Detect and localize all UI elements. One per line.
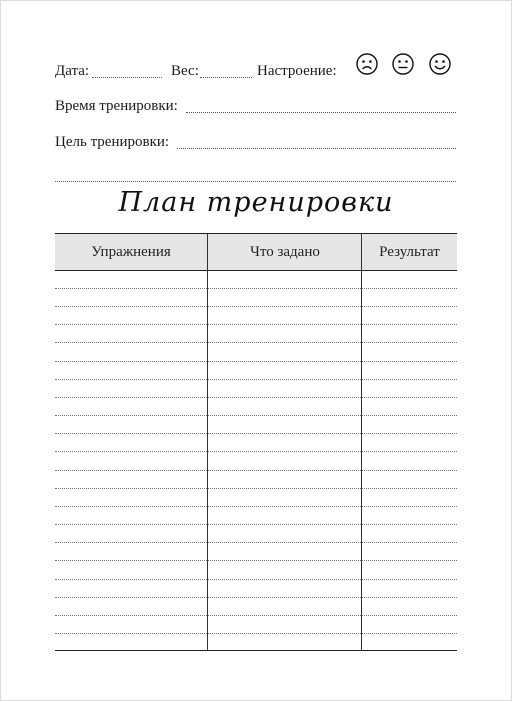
page-title: План тренировки — [118, 187, 394, 218]
column-divider — [361, 233, 362, 651]
table-row[interactable] — [55, 306, 457, 307]
table-row[interactable] — [55, 361, 457, 362]
table-row[interactable] — [55, 324, 457, 325]
table-row[interactable] — [55, 451, 457, 452]
workout-goal-field[interactable] — [177, 148, 456, 149]
table-row[interactable] — [55, 524, 457, 525]
table-row[interactable] — [55, 433, 457, 434]
sad-face-icon[interactable] — [356, 53, 378, 75]
table-row[interactable] — [55, 397, 457, 398]
workout-table — [55, 233, 457, 651]
workout-time-field[interactable] — [186, 112, 456, 113]
workout-time-label: Время тренировки: — [55, 98, 178, 114]
table-row[interactable] — [55, 470, 457, 471]
date-label: Дата: — [55, 63, 90, 79]
table-bottom-rule — [55, 650, 457, 651]
table-row[interactable] — [55, 579, 457, 580]
table-row[interactable] — [55, 615, 457, 616]
table-row[interactable] — [55, 288, 457, 289]
weight-field[interactable] — [200, 77, 252, 78]
table-row[interactable] — [55, 506, 457, 507]
table-row[interactable] — [55, 633, 457, 634]
weight-label: Вес: — [171, 63, 199, 79]
table-row[interactable] — [55, 542, 457, 543]
neutral-face-icon[interactable] — [392, 53, 414, 75]
mood-label: Настроение: — [257, 63, 337, 79]
table-row[interactable] — [55, 415, 457, 416]
workout-goal-extra-line[interactable] — [55, 181, 456, 182]
table-row[interactable] — [55, 597, 457, 598]
column-header-result: Результат — [379, 244, 440, 260]
date-field[interactable] — [92, 77, 162, 78]
column-header-exercises: Упражнения — [91, 244, 171, 260]
column-divider — [207, 233, 208, 651]
workout-goal-label: Цель тренировки: — [55, 134, 170, 150]
table-row[interactable] — [55, 379, 457, 380]
table-row[interactable] — [55, 342, 457, 343]
happy-face-icon[interactable] — [429, 53, 451, 75]
table-header — [55, 233, 457, 271]
table-row[interactable] — [55, 488, 457, 489]
column-header-assigned: Что задано — [250, 244, 320, 260]
table-row[interactable] — [55, 560, 457, 561]
